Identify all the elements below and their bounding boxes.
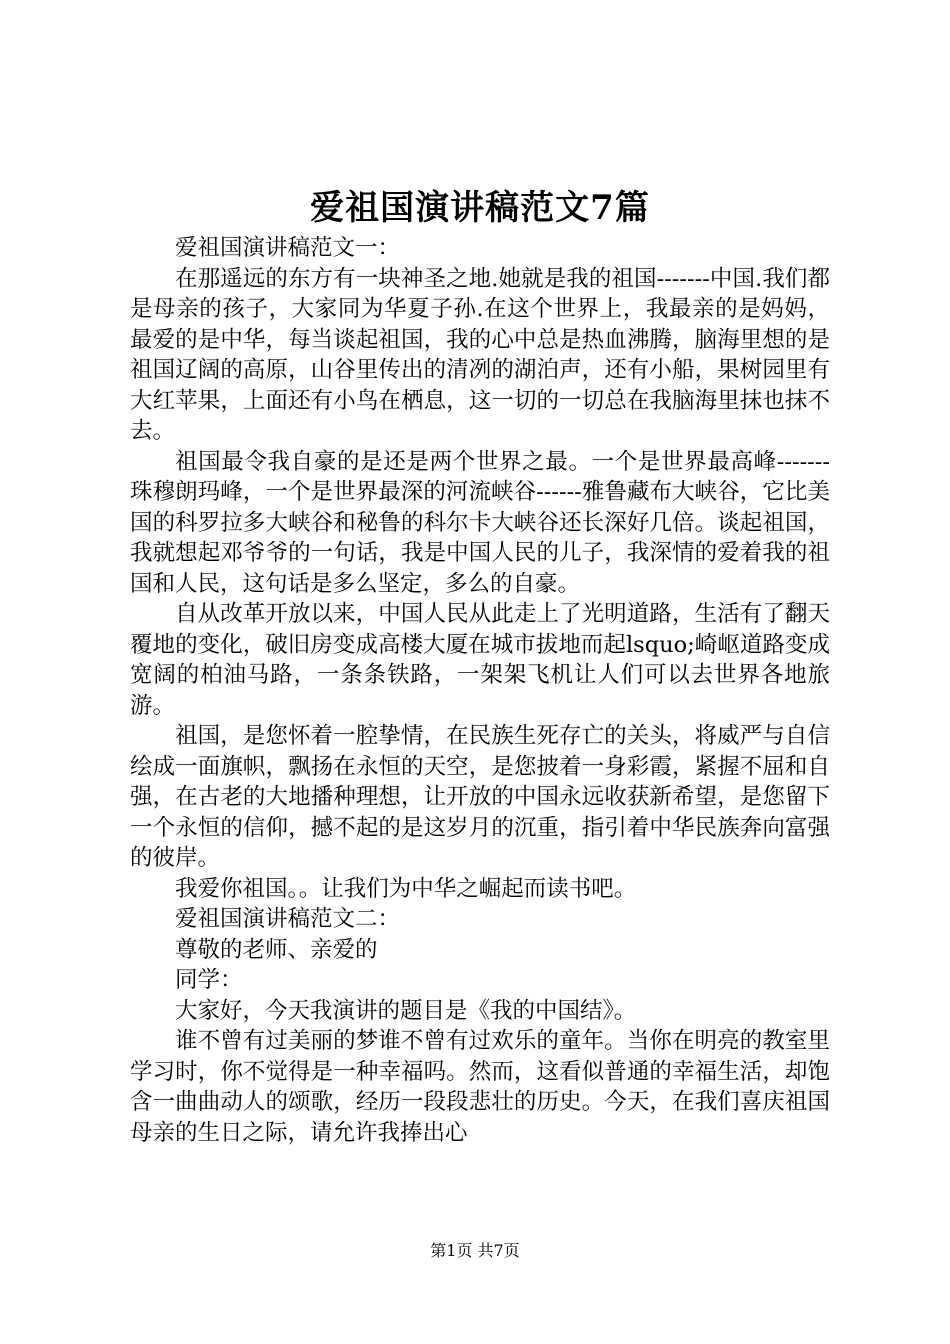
paragraph: 大家好，今天我演讲的题目是《我的中国结》。 [175,997,637,1024]
paragraph-heading-1: 爱祖国演讲稿范文一： [175,235,401,261]
salutation-line: 同学： [175,967,243,993]
paragraph: 祖国，是您怀着一腔挚情，在民族生死存亡的关头，将威严与自信绘成一面旗帜，飘扬在永恒的天空，是您披着一身彩霞，紧握不屈和自强，在古老的大地播种理想，让开放的中国永远收获新希望，是您留下一个永恒的信仰，撼不起的是这岁月的沉重，指引着中华民族奔向富强的彼岸。 [130,723,830,871]
paragraph-heading-2: 爱祖国演讲稿范文二： [175,906,401,932]
page-footer: 第1页 共7页 [430,1241,520,1260]
paragraph: 自从改革开放以来，中国人民从此走上了光明道路，生活有了翻天覆地的变化，破旧房变成高楼大厦在城市拔地而起lsquo;崎岖道路变成宽阔的柏油马路，一条条铁路，一架架飞机让人们可以去世界各地旅游。 [130,601,830,719]
document-body [130,233,830,1148]
paragraph: 谁不曾有过美丽的梦谁不曾有过欢乐的童年。当你在明亮的教室里学习时，你不觉得是一种幸福吗。然而，这看似普通的幸福生活，却饱含一曲曲动人的颂歌，经历一段段悲壮的历史。今天，在我们喜庆祖国母亲的生日之际，请允许我捧出心 [130,1028,830,1146]
document-title: 爱祖国演讲稿范文7篇 [310,188,650,228]
paragraph: 我爱你祖国。。让我们为中华之崛起而读书吧。 [175,875,637,902]
salutation-line: 尊敬的老师、亲爱的 [175,936,378,963]
paragraph: 在那遥远的东方有一块神圣之地.她就是我的祖国-------中国.我们都是母亲的孩子，大家同为华夏子孙.在这个世界上，我最亲的是妈妈，最爱的是中华，每当谈起祖国，我的心中总是热血沸腾，脑海里想的是祖国辽阔的高原，山谷里传出的清冽的湖泊声，还有小船，果树园里有大红苹果，上面还有小鸟在栖息，这一切的一切总在我脑海里抹也抹不去。 [130,265,830,444]
paragraph: 祖国最令我自豪的是还是两个世界之最。一个是世界最高峰-------珠穆朗玛峰，一个是世界最深的河流峡谷------雅鲁藏布大峡谷，它比美国的科罗拉多大峡谷和秘鲁的科尔卡大峡谷还长深好几倍。谈起祖国，我就想起邓爷爷的一句话，我是中国人民的儿子，我深情的爱着我的祖国和人民，这句话是多么坚定，多么的自豪。 [130,448,830,597]
